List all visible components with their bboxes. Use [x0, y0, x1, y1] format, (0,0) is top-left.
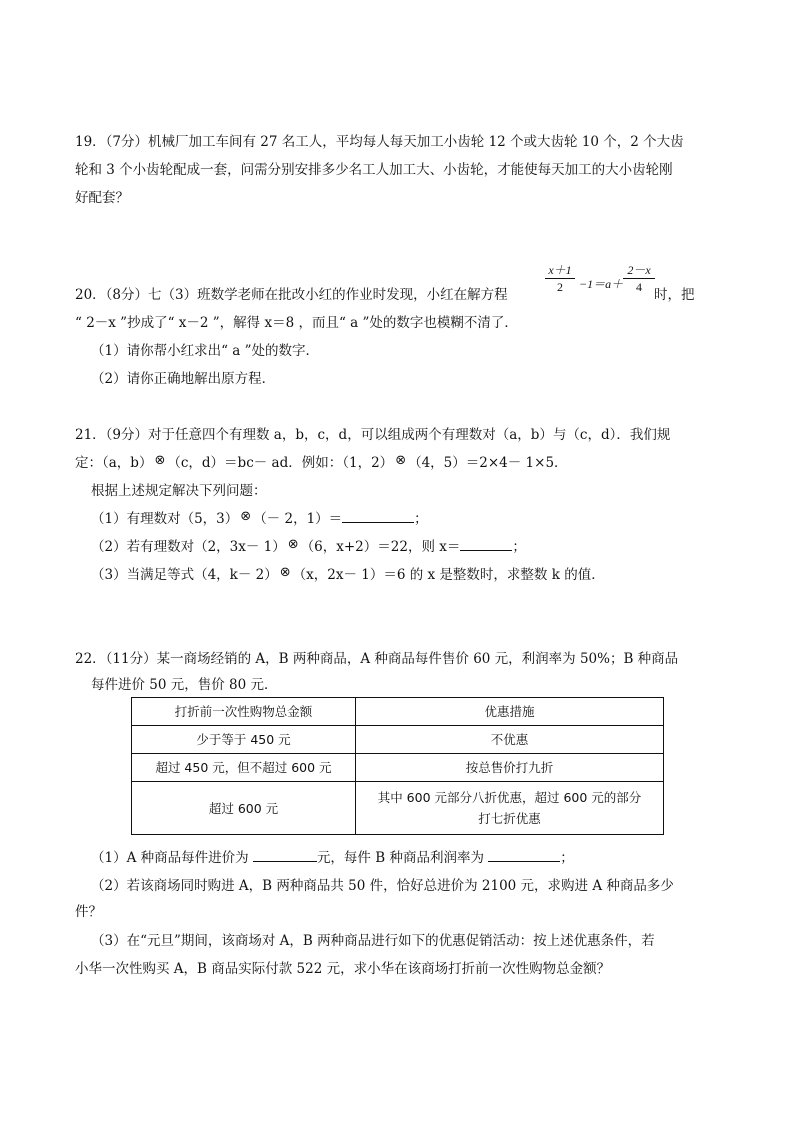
fraction-numerator: 2－x — [623, 262, 655, 279]
table-cell: 超过 600 元 — [132, 782, 356, 835]
q22-sub-3-line-1: （3）在“元旦”期间，该商场对 A，B 两种商品进行如下的优惠促销活动：按上述优惠条件，若 — [91, 933, 655, 949]
equation-middle: −1＝a＋ — [579, 277, 624, 291]
text-segment: （1）A 种商品每件进价为 — [91, 850, 249, 866]
table-header-row — [132, 698, 664, 726]
table-cell: 不优惠 — [356, 726, 664, 754]
text-segment: （c，d）＝bc－ ad．例如：（1，2） — [167, 455, 394, 471]
fraction-denominator: 4 — [636, 280, 642, 294]
text-segment: （x，2x－ 1）＝6 的 x 是整数时，求整数 k 的值． — [292, 567, 605, 583]
q20-sub-2: （2）请你正确地解出原方程． — [91, 371, 276, 387]
table-row — [132, 726, 664, 754]
table-cell: 少于等于 450 元 — [132, 726, 356, 754]
q21-sub-1 — [91, 507, 428, 529]
text-segment: （6，x+2）＝22，则 x＝ — [300, 539, 461, 555]
table-row — [132, 782, 664, 835]
q22-sub-2-line-2: 件？ — [75, 904, 102, 920]
q22-line-2: 每件进价 50 元，售价 80 元． — [91, 677, 278, 693]
q21-sub-3 — [91, 563, 605, 585]
otimes-symbol: ⊗ — [395, 453, 407, 468]
text-segment: （－ 2，1）＝ — [253, 511, 343, 527]
table-cell: 按总售价打九折 — [356, 754, 664, 782]
equation-fraction-right — [623, 262, 655, 295]
q21-line-2 — [75, 451, 568, 473]
table-header-cell: 优惠措施 — [356, 698, 664, 726]
fraction-denominator: 2 — [557, 280, 563, 294]
q20-sub-1: （1）请你帮小红求出“ a ”处的数字． — [91, 343, 320, 359]
q22-sub-2-line-1: （2）若该商场同时购进 A，B 两种商品共 50 件，恰好总进价为 2100 元，求购进 A 种商品多少 — [91, 878, 674, 894]
text-segment: 元，每件 B 种商品利润率为 — [316, 850, 484, 866]
answer-blank[interactable] — [488, 847, 560, 862]
table-header-cell: 打折前一次性购物总金额 — [132, 698, 356, 726]
text-segment: ； — [414, 511, 428, 527]
table-row — [132, 754, 664, 782]
q22-sub-3-line-2: 小华一次性购买 A，B 商品实际付款 522 元，求小华在该商场打折前一次性购物总金额？ — [75, 961, 611, 977]
text-segment: 定：（a，b） — [75, 455, 153, 471]
q22-sub-1 — [91, 847, 574, 868]
answer-blank[interactable] — [460, 536, 512, 551]
otimes-symbol: ⊗ — [154, 453, 166, 468]
text-segment: ； — [560, 850, 574, 866]
q19-line-3: 好配套？ — [75, 190, 129, 206]
q21-line-1: 21．（9分）对于任意四个有理数 a，b，c，d，可以组成两个有理数对（a，b）与（c，d）．我们规 — [75, 427, 671, 443]
cell-line: 打七折优惠 — [478, 811, 541, 826]
text-segment: （2）若有理数对（2，3x－ 1） — [91, 539, 286, 555]
table-cell — [356, 782, 664, 835]
otimes-symbol: ⊗ — [279, 565, 291, 580]
text-segment: （1）有理数对（5，3） — [91, 511, 239, 527]
q19-line-2: 轮和 3 个小齿轮配成一套，问需分别安排多少名工人加工大、小齿轮，才能使每天加工的大小齿轮刚 — [75, 162, 673, 178]
otimes-symbol: ⊗ — [287, 537, 299, 552]
q20-line-2: “ 2－x ”抄成了“ x－2 ”，解得 x＝8 ，而且“ a ”处的数字也模糊不清了． — [75, 315, 518, 331]
discount-table — [131, 697, 664, 835]
cell-line: 其中 600 元部分八折优惠，超过 600 元的部分 — [377, 790, 642, 805]
equation-fraction-left — [545, 262, 575, 295]
answer-blank[interactable] — [342, 508, 414, 523]
q20-line-1: 20．（8分）七（3）班数学老师在批改小红的作业时发现，小红在解方程 — [75, 287, 508, 303]
answer-blank[interactable] — [253, 847, 317, 862]
text-segment: ； — [512, 539, 526, 555]
table-cell: 超过 450 元，但不超过 600 元 — [132, 754, 356, 782]
q20-line-1-end: 时，把 — [654, 287, 695, 303]
q19-line-1: 19．（7分）机械厂加工车间有 27 名工人，平均每人每天加工小齿轮 12 个或大齿轮 10 个，2 个大齿 — [75, 134, 684, 150]
fraction-numerator: x＋1 — [545, 262, 575, 279]
text-segment: （3）当满足等式（4，k－ 2） — [91, 567, 278, 583]
q21-intro: 根据上述规定解决下列问题： — [91, 483, 267, 499]
text-segment: （4，5）＝2×4－ 1×5． — [408, 455, 568, 471]
otimes-symbol: ⊗ — [240, 509, 252, 524]
q22-line-1: 22．（11分）某一商场经销的 A，B 两种商品，A 种商品每件售价 60 元，利润率为 50%；B 种商品 — [75, 651, 679, 667]
q21-sub-2 — [91, 535, 526, 557]
